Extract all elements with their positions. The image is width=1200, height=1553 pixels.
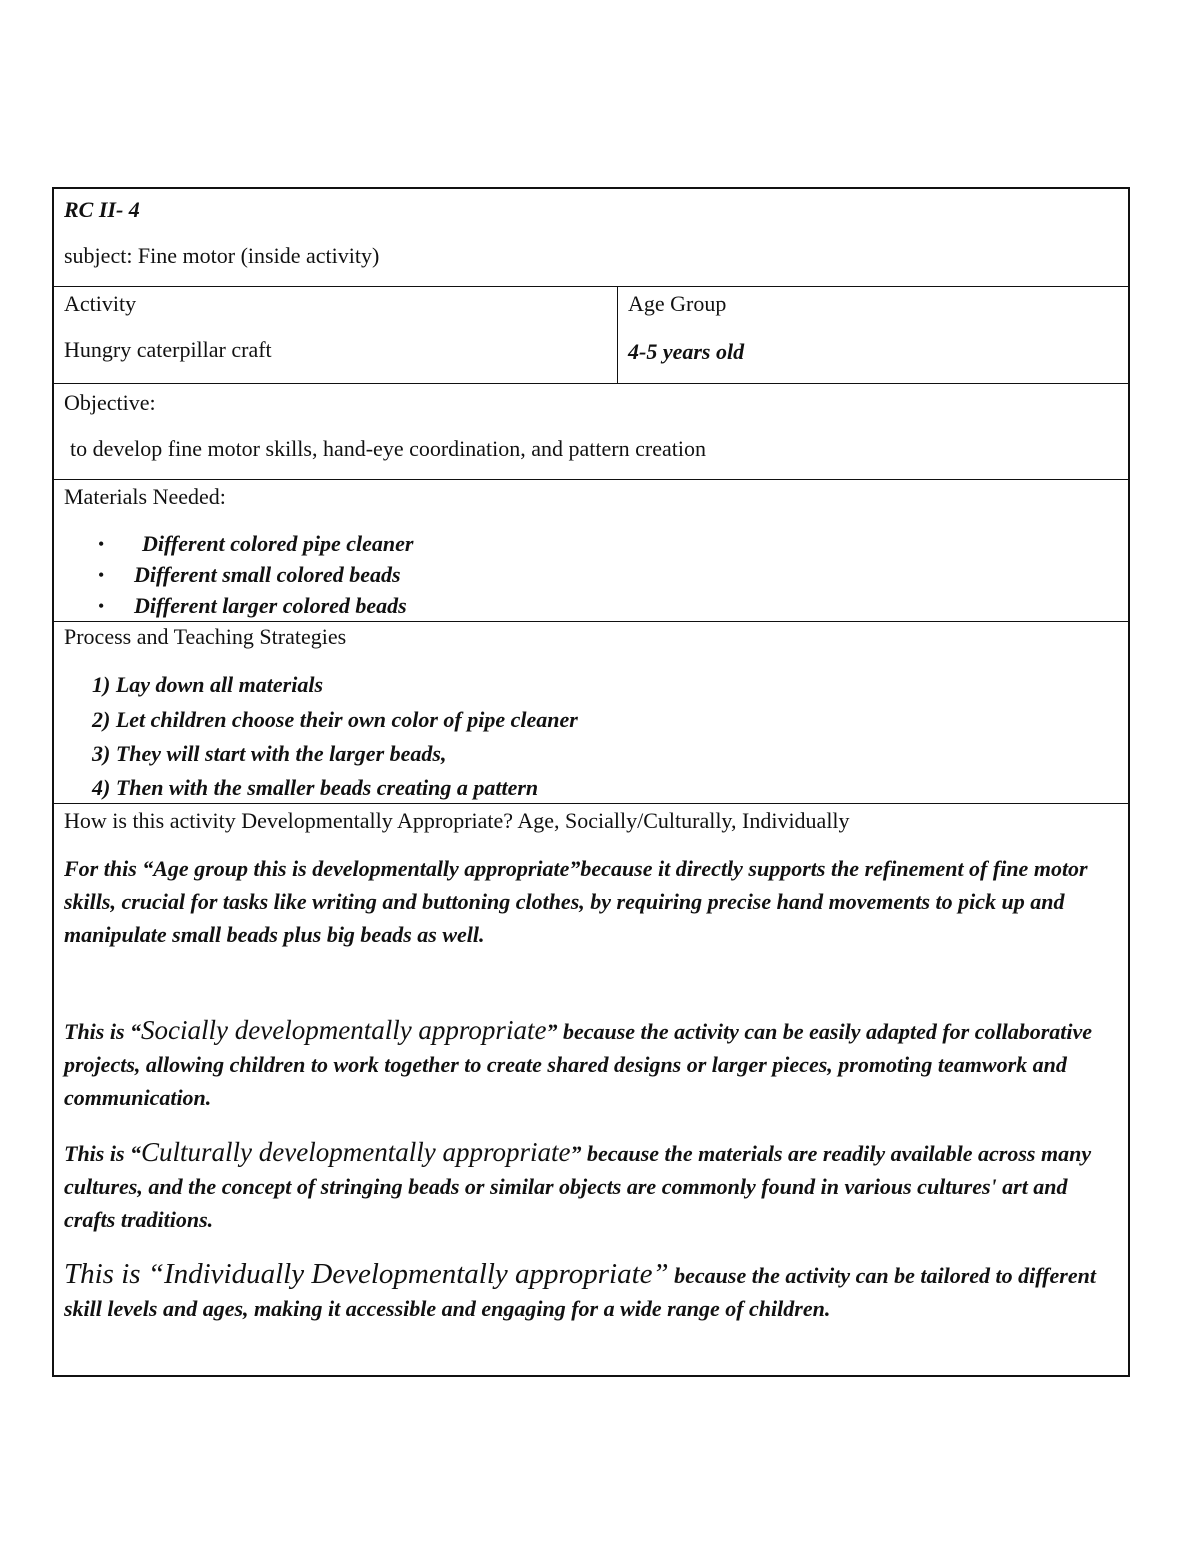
age-group-cell xyxy=(618,287,1128,383)
objective-label: Objective: xyxy=(64,390,156,415)
dap-social-paragraph xyxy=(64,1014,1114,1114)
activity-value: Hungry caterpillar craft xyxy=(64,337,272,362)
bullet-icon: • xyxy=(98,534,105,554)
bullet-icon: • xyxy=(98,565,105,585)
dap-cultural-rest: ” because the materials are readily available across many cultures, and the concept of stringing beads or similar objects are commonly found in various cultures' art and crafts traditions. xyxy=(64,1141,1092,1232)
dap-individual-lead: This is “Individually Developmentally appropriate” xyxy=(64,1258,669,1290)
lesson-subject: subject: Fine motor (inside activity) xyxy=(64,243,380,268)
activity-cell xyxy=(54,287,618,383)
process-step: 3) They will start with the larger beads, xyxy=(92,741,447,766)
material-item: Different larger colored beads xyxy=(134,593,407,618)
dap-cultural-term: Culturally developmentally appropriate xyxy=(141,1137,571,1167)
bullet-icon: • xyxy=(98,596,105,616)
age-group-value: 4-5 years old xyxy=(628,339,745,364)
process-step: 1) Lay down all materials xyxy=(92,672,323,697)
dap-cultural-paragraph xyxy=(64,1136,1114,1236)
process-step: 4) Then with the smaller beads creating a pattern xyxy=(92,775,539,800)
dap-social-rest: ” because the activity can be easily adapted for collaborative projects, allowing children to work together to create shared designs or larger pieces, promoting teamwork and communication. xyxy=(64,1019,1093,1110)
lesson-code: RC II- 4 xyxy=(64,197,140,222)
materials-row xyxy=(54,480,1128,622)
material-item: Different colored pipe cleaner xyxy=(142,531,414,556)
dap-cultural-prefix: This is “ xyxy=(64,1141,142,1166)
header-row xyxy=(54,189,1128,287)
lesson-plan-table xyxy=(52,187,1130,1377)
objective-row xyxy=(54,384,1128,480)
dap-row xyxy=(54,804,1128,1379)
dap-individual-paragraph xyxy=(64,1258,1114,1325)
material-item: Different small colored beads xyxy=(134,562,401,587)
dap-question: How is this activity Developmentally Appropriate? Age, Socially/Culturally, Individually xyxy=(64,808,850,833)
process-step: 2) Let children choose their own color of pipe cleaner xyxy=(92,707,578,732)
objective-value: to develop fine motor skills, hand-eye coordination, and pattern creation xyxy=(70,436,706,461)
dap-social-prefix: This is “ xyxy=(64,1019,142,1044)
dap-individual-rest: because the activity can be tailored to different skill levels and ages, making it accessible and engaging for a wide range of children. xyxy=(64,1263,1096,1321)
process-label: Process and Teaching Strategies xyxy=(64,624,347,649)
activity-label: Activity xyxy=(64,291,137,316)
dap-social-term: Socially developmentally appropriate xyxy=(141,1015,547,1045)
activity-row xyxy=(54,287,1128,384)
process-row xyxy=(54,622,1128,804)
dap-age-paragraph: For this “Age group this is developmentally appropriate”because it directly supports the refinement of fine motor skills, crucial for tasks like writing and buttoning clothes, by requiring precise hand movements to pick up and manipulate small beads plus big beads as well. xyxy=(64,856,1088,947)
age-group-label: Age Group xyxy=(628,291,727,316)
materials-label: Materials Needed: xyxy=(64,484,226,509)
